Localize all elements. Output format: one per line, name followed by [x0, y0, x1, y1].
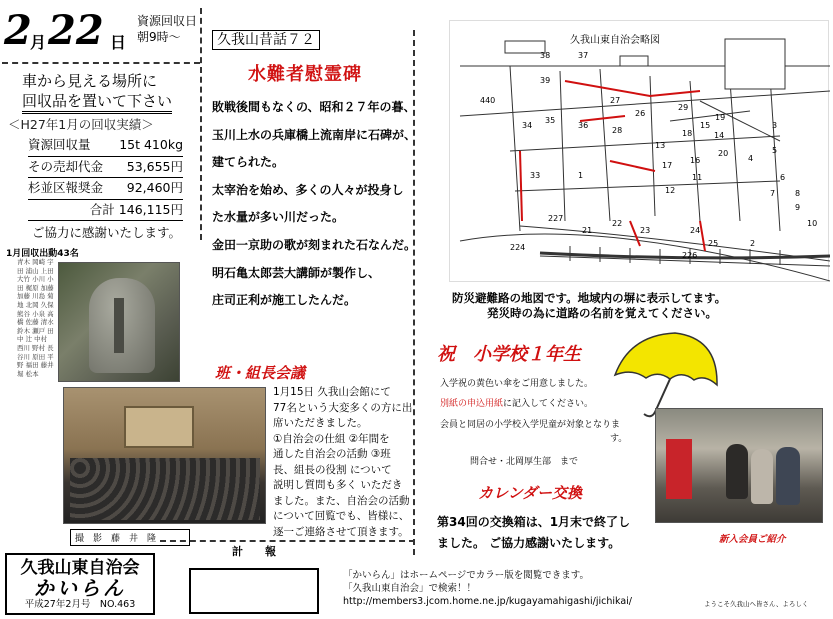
block-number: 29 [678, 103, 689, 112]
block-number: 22 [612, 219, 623, 228]
block-number: 26 [635, 109, 646, 118]
record-label: 資源回収量 [28, 137, 91, 152]
map-frame [449, 20, 829, 282]
story-line: 太宰治を始め、多くの人々が投身し [212, 182, 404, 197]
masthead-issue: 平成27年2月号 NO.463 [24, 599, 136, 610]
meeting-body [273, 385, 413, 540]
story-body [212, 94, 417, 315]
story-line: 金田一京助の歌が刻まれた石なんだ。 [212, 237, 417, 252]
block-number: 36 [578, 121, 589, 130]
school-contact: 問合せ・北岡厚生部 まで [470, 457, 579, 467]
story-line: 庄司正利が施工したんだ。 [212, 293, 357, 308]
footer-line-2: 「久我山東自治会」で検索！！ [343, 583, 477, 594]
block-number: 15 [700, 121, 711, 130]
block-number: 28 [612, 126, 623, 135]
block-number: 37 [578, 51, 589, 60]
stage-screen [124, 406, 194, 448]
collection-notice [22, 71, 187, 114]
block-number: 1 [578, 171, 584, 180]
story-series: 久我山昔話７２ [212, 30, 320, 50]
calendar-title: カレンダー交換 [478, 484, 583, 502]
block-number: 5 [772, 146, 778, 155]
block-number: 24 [690, 226, 701, 235]
block-number: 27 [610, 96, 621, 105]
record-label: その売却代金 [28, 158, 104, 174]
record-row [28, 157, 183, 179]
map-caption-2: 発災時の為に道路の名前を覚えてください。 [487, 306, 717, 320]
issue-date [4, 8, 129, 58]
vending-machine [666, 439, 692, 499]
date-day: 22 [48, 7, 104, 54]
story-line: 明石亀太郎芸大講師が製作し、 [212, 265, 381, 280]
school-line-2-rest: に記入してください。 [503, 399, 594, 409]
record-row [28, 178, 183, 200]
record-row [28, 200, 183, 222]
collection-day: 資源回収日 [137, 14, 198, 28]
block-number: 16 [690, 156, 701, 165]
date-month: 2 [4, 7, 32, 54]
footer-text [343, 569, 632, 608]
block-number: 2 [750, 239, 756, 248]
record-table [28, 135, 183, 221]
welcome-text: ようこそ久我山へ皆さん、よろしく [704, 600, 809, 608]
block-number: 33 [530, 171, 541, 180]
meeting-line: 説明し質問も多く いただき [273, 479, 403, 491]
record-value: 92,460円 [126, 180, 183, 195]
record-label: 合計 [89, 201, 115, 217]
block-number: 18 [682, 129, 693, 138]
block-number: 10 [807, 219, 818, 228]
collection-info [137, 13, 197, 45]
school-body [440, 374, 627, 472]
photo-caption: 撮 影 藤 井 隆 [70, 529, 190, 546]
block-number: 4 [748, 154, 754, 163]
block-number: 12 [665, 186, 676, 195]
school-line-3-text: 会員と同居の小学校入学児童が対象となりま [440, 420, 621, 430]
record-value: 15t 410kg [119, 137, 183, 152]
participants-title: 1月回収出動43名 [6, 249, 79, 259]
header-divider [2, 62, 200, 64]
meeting-line: ①自治会の仕組 ②年間を [273, 432, 390, 445]
new-members-photo [655, 408, 823, 523]
person [751, 449, 773, 504]
record-value: 146,115円 [118, 201, 183, 217]
map-caption-1: 防災避難路の地図です。地域内の塀に表示してます。 [452, 291, 727, 305]
meeting-title: 班・組長会議 [215, 364, 306, 382]
person [776, 447, 800, 505]
meeting-line: 77名という大変多くの方に出 [273, 401, 413, 414]
person [726, 444, 748, 499]
block-number: 39 [540, 76, 551, 85]
application-form-text: 別紙の申込用紙 [440, 399, 504, 409]
obituary-title: 計 報 [232, 545, 276, 558]
meeting-line: 席いただきました。 [273, 417, 368, 429]
monument-inscription [114, 298, 124, 353]
block-number: 17 [662, 161, 673, 170]
block-number: 14 [714, 131, 725, 140]
school-title: 祝 小学校１年生 [437, 344, 581, 365]
meeting-line: について回覧でも、皆様に、 [273, 510, 410, 522]
block-number: 13 [655, 141, 666, 150]
story-line: 玉川上水の兵庫橋上流南岸に石碑が、 [212, 127, 417, 142]
block-number: 226 [682, 251, 698, 260]
story-line: 敗戦後間もなくの、昭和２７年の暮、 [212, 100, 416, 114]
masthead-org: 久我山東自治会 [20, 558, 140, 578]
block-number: 11 [692, 173, 703, 182]
divider-left [200, 8, 202, 240]
calendar-line-2: ました。 ご協力感謝いたします。 [437, 536, 621, 550]
notice-line-1: 車から見える場所に [22, 72, 158, 90]
monument-photo [58, 262, 180, 382]
block-number: 21 [582, 226, 593, 235]
record-title: ＜H27年1月の回収実績＞ [8, 117, 154, 132]
map-numbers [450, 21, 830, 283]
notice-line-2: 回収品を置いて下さい [22, 91, 172, 114]
block-number: 38 [540, 51, 551, 60]
masthead-name: かいらん [34, 576, 126, 600]
meeting-photo [63, 387, 266, 524]
block-number: 25 [708, 239, 719, 248]
calendar-body [437, 512, 630, 554]
new-members-label: 新入会員ご紹介 [719, 534, 786, 545]
audience [70, 458, 260, 520]
collection-time: 朝9時～ [137, 30, 181, 44]
block-number: 20 [718, 149, 729, 158]
block-number: 35 [545, 116, 556, 125]
homepage-link[interactable]: http://members3.jcom.home.ne.jp/kugayamahigashi/jichikai/ [343, 596, 632, 607]
school-line-3 [440, 418, 627, 446]
record-value: 53,655円 [126, 158, 183, 174]
record-label: 杉並区報奨金 [28, 180, 104, 195]
block-number: 23 [640, 226, 651, 235]
obituary-box [189, 568, 319, 614]
meeting-line: 通した自治会の活動 ③班 [273, 448, 391, 460]
school-line-1: 入学祝の黄色い傘をご用意しました。 [440, 379, 594, 389]
footer-line-1: 「かいらん」はホームページでカラー版を閲覧できます。 [343, 570, 590, 581]
date-month-unit: 月 [30, 33, 47, 52]
school-line-2 [440, 394, 627, 414]
map-title: 久我山東自治会略図 [570, 35, 660, 46]
meeting-line: 長、組長の役割 について [273, 463, 392, 476]
block-number: 7 [770, 189, 776, 198]
calendar-line-1: 第34回の交換箱は、1月末で終了し [437, 515, 631, 529]
block-number: 9 [795, 203, 801, 212]
block-number: 8 [795, 189, 801, 198]
block-number: 3 [772, 121, 778, 130]
masthead [5, 553, 155, 615]
block-number: 440 [480, 96, 496, 105]
meeting-line: 逐一ご連絡させて頂きます。 [273, 525, 409, 538]
block-number: 227 [548, 214, 564, 223]
block-number: 224 [510, 243, 526, 252]
date-day-unit: 日 [110, 33, 127, 52]
record-row [28, 135, 183, 157]
story-line: た水量が多い川だった。 [212, 210, 345, 225]
story-title: 水難者慰霊碑 [248, 64, 362, 85]
participants-list-1: 青木 岡崎 宇田 浦山 上田 大竹 小川 小田 梶原 加藤 加藤 川島 菊地 北岡 久保 熊谷 小泉 高橋 佐藤 清水 鈴木 瀬戸 田中 辻 中村 西川 野村 長谷川 原田 平野 福田 藤井 堀 松本 [17, 258, 54, 378]
block-number: 6 [780, 173, 786, 182]
story-line: 建てられた。 [212, 155, 285, 170]
thanks-text: ご協力に感謝いたします。 [32, 225, 182, 240]
block-number: 34 [522, 121, 533, 130]
school-line-4-text: す。 [610, 434, 628, 444]
block-number: 19 [715, 113, 726, 122]
meeting-line: ました。また、自治会の活動 [273, 494, 410, 507]
obituary-divider [160, 540, 415, 542]
meeting-line: 1月15日 久我山会館にて [273, 386, 391, 398]
